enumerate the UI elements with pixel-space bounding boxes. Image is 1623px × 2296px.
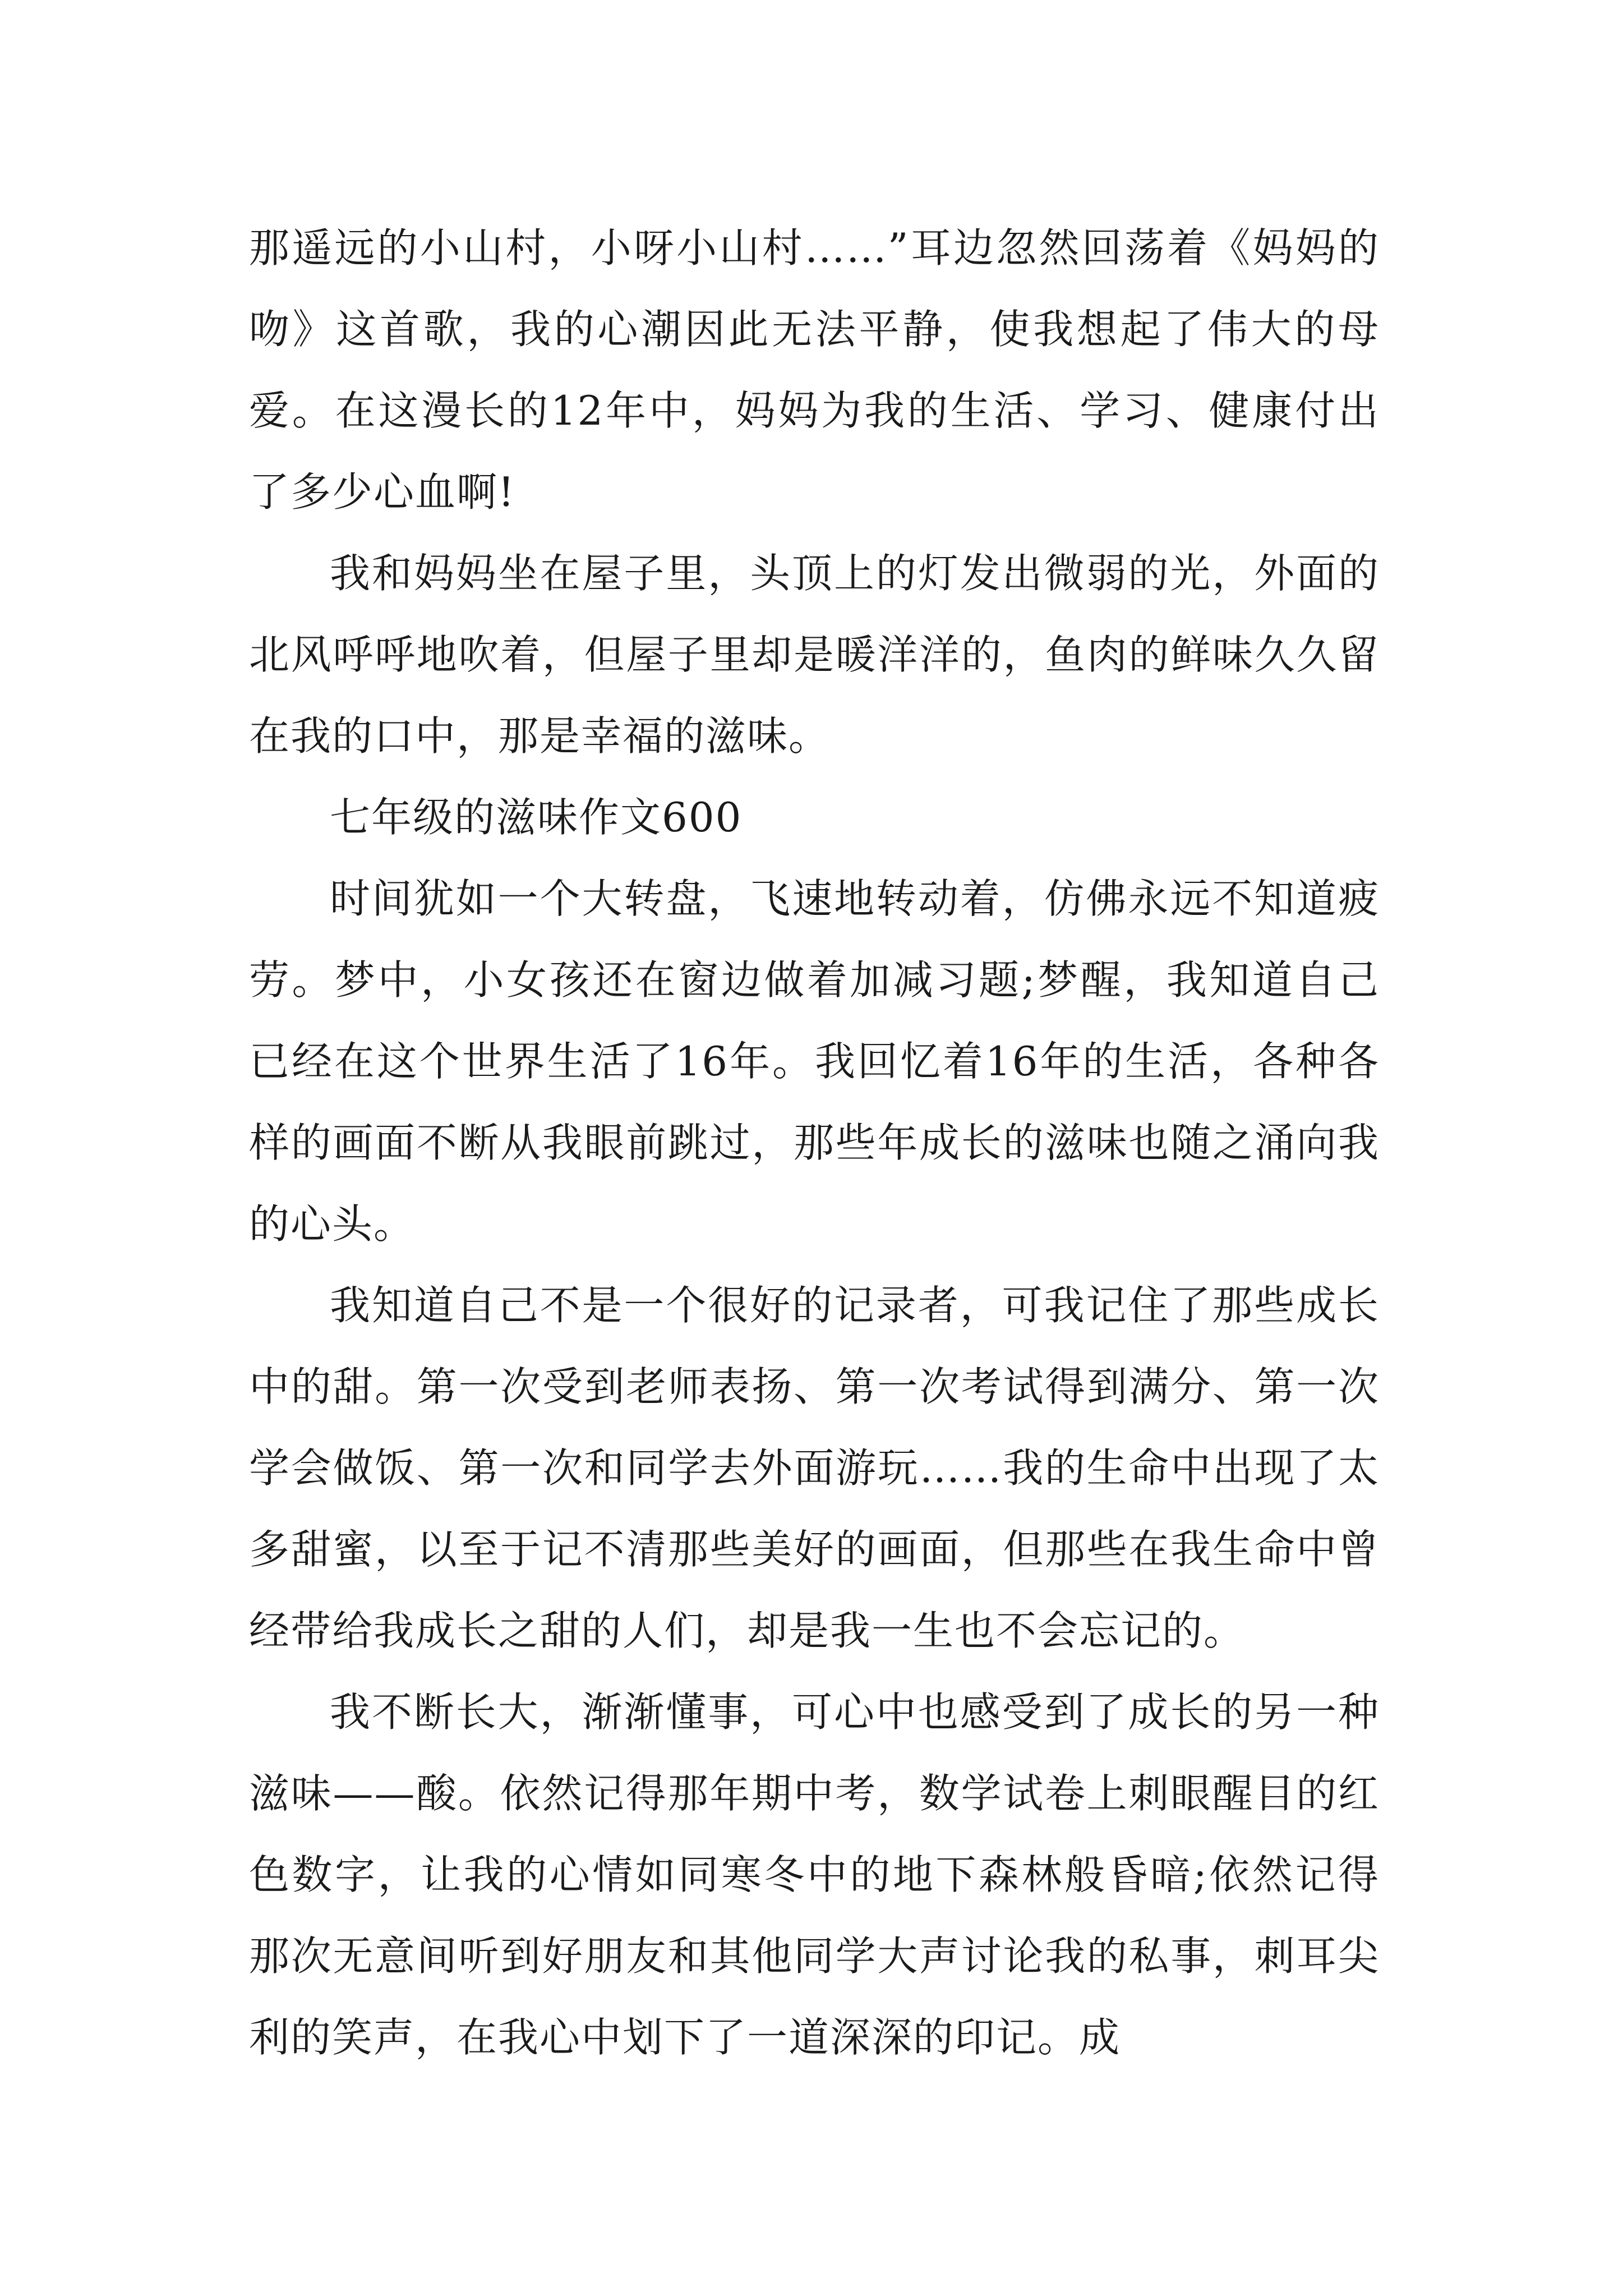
- paragraph-continuation: 那遥远的小山村，小呀小山村……”耳边忽然回荡着《妈妈的吻》这首歌，我的心潮因此无法平静，使我想起了伟大的母爱。在这漫长的12年中，妈妈为我的生活、学习、健康付出了多少心血啊!: [249, 224, 1380, 516]
- paragraph-sourness: 我不断长大，渐渐懂事，可心中也感受到了成长的另一种滋味——酸。依然记得那年期中考，数学试卷上刺眼醒目的红色数字，让我的心情如同寒冬中的地下森林般昏暗;依然记得那次无意间听到好朋友和其他同学大声讨论我的私事，刺耳尖利的笑声，在我心中划下了一道深深的印记。成: [249, 1688, 1380, 2061]
- essay-title: 七年级的滋味作文600: [330, 794, 743, 841]
- paragraph-sweetness: 我知道自己不是一个很好的记录者，可我记住了那些成长中的甜。第一次受到老师表扬、第一次考试得到满分、第一次学会做饭、第一次和同学去外面游玩……我的生命中出现了太多甜蜜，以至于记不清那些美好的画面，但那些在我生命中曾经带给我成长之甜的人们，却是我一生也不会忘记的。: [249, 1282, 1380, 1654]
- document-body: [249, 208, 1380, 2078]
- paragraph-time-wheel: 时间犹如一个大转盘，飞速地转动着，仿佛永远不知道疲劳。梦中，小女孩还在窗边做着加减习题;梦醒，我知道自己已经在这个世界生活了16年。我回忆着16年的生活，各种各样的画面不断从我眼前跳过，那些年成长的滋味也随之涌向我的心头。: [249, 875, 1380, 1248]
- paragraph-mother-room: 我和妈妈坐在屋子里，头顶上的灯发出微弱的光，外面的北风呼呼地吹着，但屋子里却是暖洋洋的，鱼肉的鲜味久久留在我的口中，那是幸福的滋味。: [249, 550, 1380, 760]
